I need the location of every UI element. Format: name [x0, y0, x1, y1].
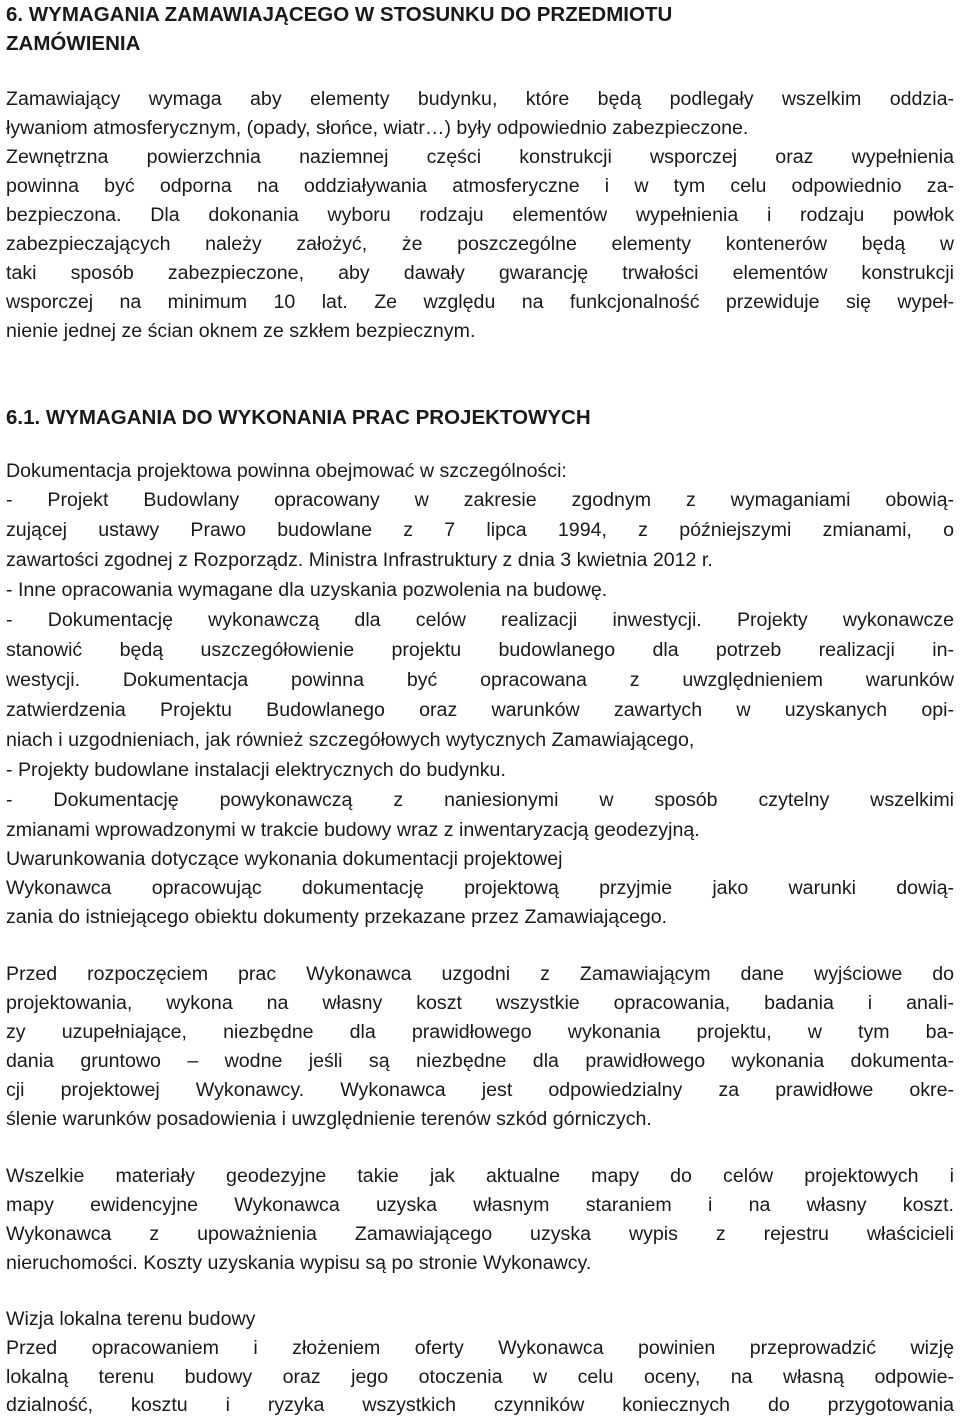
text-line: Przed opracowaniem i złożeniem oferty Wykonawca powinien przeprowadzić wizję	[6, 1337, 954, 1359]
text-line: taki sposób zabezpieczone, aby dawały gwarancję trwałości elementów konstrukcji	[6, 262, 954, 284]
text-line: Uwarunkowania dotyczące wykonania dokumentacji projektowej	[6, 848, 563, 870]
text-line: dania gruntowo – wodne jeśli są niezbędne dla prawidłowego wykonania dokumenta-	[6, 1050, 954, 1072]
text-line: ślenie warunków posadowienia i uwzględnienie terenów szkód górniczych.	[6, 1108, 652, 1130]
text-line: lokalną terenu budowy oraz jego otoczenia w celu oceny, na własną odpowie-	[6, 1366, 954, 1388]
text-line: zującej ustawy Prawo budowlane z 7 lipca 1994, z późniejszymi zmianami, o	[6, 519, 954, 541]
text-line: zy uzupełniające, niezbędne dla prawidłowego wykonania projektu, w tym ba-	[6, 1021, 954, 1043]
subsection-title: Wizja lokalna terenu budowy	[6, 1308, 256, 1330]
text-line: projektowania, wykona na własny koszt wszystkie opracowania, badania i anali-	[6, 992, 954, 1014]
text-line: - Dokumentację wykonawczą dla celów realizacji inwestycji. Projekty wykonawcze	[6, 609, 954, 631]
text-line: zania do istniejącego obiektu dokumenty przekazane przez Zamawiającego.	[6, 906, 668, 928]
text-line: mapy ewidencyjne Wykonawca uzyska własnym staraniem i na własny koszt.	[6, 1194, 954, 1216]
text-line: - Projekty budowlane instalacji elektrycznych do budynku.	[6, 759, 506, 781]
text-line: zmianami wprowadzonymi w trakcie budowy wraz z inwentaryzacją geodezyjną.	[6, 819, 700, 841]
text-line: zawartości zgodnej z Rozporządz. Ministra Infrastruktury z dnia 3 kwietnia 2012 r.	[6, 549, 713, 571]
text-line: nieruchomości. Koszty uzyskania wypisu są po stronie Wykonawcy.	[6, 1252, 592, 1274]
text-line: stanowić będą uszczegółowienie projektu budowlanego dla potrzeb realizacji in-	[6, 639, 954, 661]
section-6-1-heading: 6.1. WYMAGANIA DO WYKONANIA PRAC PROJEKTOWYCH	[6, 406, 591, 429]
text-line: Zamawiający wymaga aby elementy budynku, które będą podlegały wszelkim oddzia-	[6, 88, 954, 110]
text-line: nienie jednej ze ścian oknem ze szkłem bezpiecznym.	[6, 320, 476, 342]
text-line: powinna być odporna na oddziaływania atmosferyczne i w tym celu odpowiednio za-	[6, 175, 954, 197]
text-line: dzialność, kosztu i ryzyka wszystkich czynników koniecznych do przygotowania	[6, 1394, 954, 1416]
text-line: niach i uzgodnieniach, jak również szczegółowych wytycznych Zamawiającego,	[6, 729, 695, 751]
text-line: ływaniom atmosferycznym, (opady, słońce, wiatr…) były odpowiednio zabezpieczone.	[6, 117, 749, 139]
text-line: Dokumentacja projektowa powinna obejmować w szczególności:	[6, 460, 567, 482]
text-line: Wykonawca z upoważnienia Zamawiającego uzyska wypis z rejestru właścicieli	[6, 1223, 954, 1245]
text-line: Przed rozpoczęciem prac Wykonawca uzgodni z Zamawiającym dane wyjściowe do	[6, 963, 954, 985]
section-6-heading-line-1: 6. WYMAGANIA ZAMAWIAJĄCEGO W STOSUNKU DO PRZEDMIOTU	[6, 3, 673, 26]
text-line: Wszelkie materiały geodezyjne takie jak aktualne mapy do celów projektowych i	[6, 1165, 954, 1187]
text-line: - Inne opracowania wymagane dla uzyskania pozwolenia na budowę.	[6, 579, 608, 601]
text-line: cji projektowej Wykonawcy. Wykonawca jest odpowiedzialny za prawidłowe okre-	[6, 1079, 954, 1101]
text-line: - Dokumentację powykonawczą z naniesionymi w sposób czytelny wszelkimi	[6, 789, 954, 811]
text-line: Wykonawca opracowując dokumentację projektową przyjmie jako warunki dowią-	[6, 877, 954, 899]
text-line: zabezpieczających należy założyć, że poszczególne elementy kontenerów będą w	[6, 233, 954, 255]
text-line: westycji. Dokumentacja powinna być opracowana z uwzględnieniem warunków	[6, 669, 954, 691]
text-line: Zewnętrzna powierzchnia naziemnej części konstrukcji wsporczej oraz wypełnienia	[6, 146, 954, 168]
section-6-heading-line-2: ZAMÓWIENIA	[6, 32, 141, 55]
text-line: - Projekt Budowlany opracowany w zakresie zgodnym z wymaganiami obowią-	[6, 489, 954, 511]
text-line: zatwierdzenia Projektu Budowlanego oraz warunków zawartych w uzyskanych opi-	[6, 699, 954, 721]
text-line: bezpieczona. Dla dokonania wyboru rodzaju elementów wypełnienia i rodzaju powłok	[6, 204, 954, 226]
text-line: wsporczej na minimum 10 lat. Ze względu na funkcjonalność przewiduje się wypeł-	[6, 291, 954, 313]
